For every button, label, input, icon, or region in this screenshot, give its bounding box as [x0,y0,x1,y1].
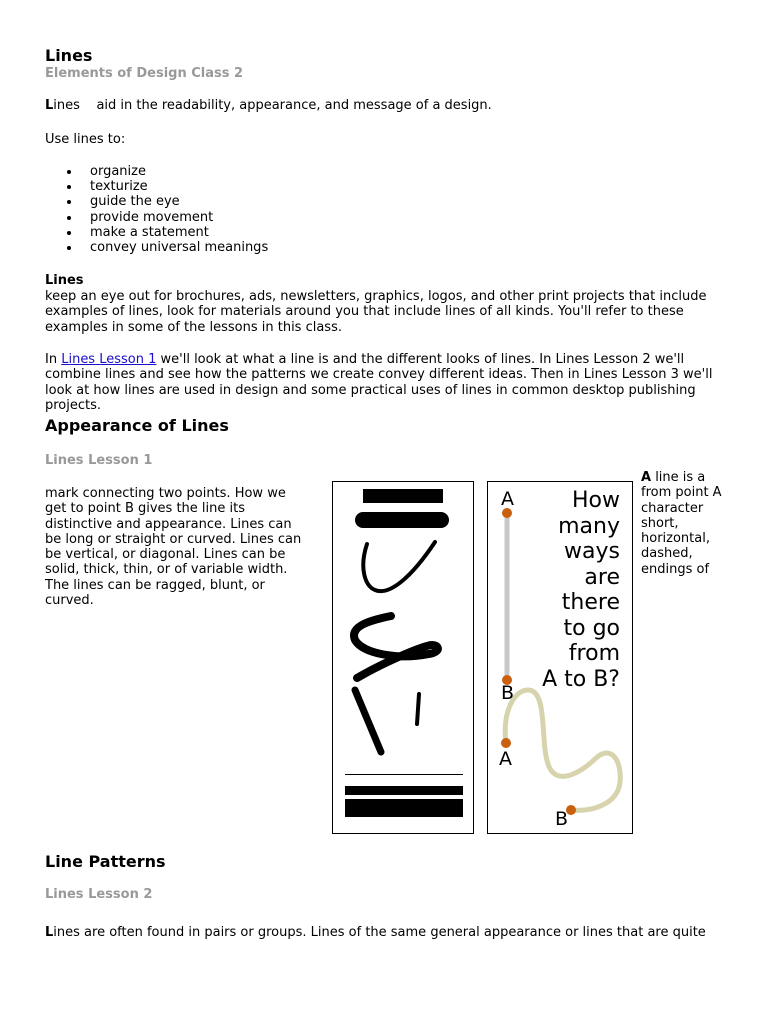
list-item: convey universal meanings [45,240,445,255]
patterns-heading: Line Patterns [45,852,166,871]
intro-text: ines aid in the readability, appearance, and message of a design. [53,98,492,113]
point-a-label: A [501,488,514,510]
patterns-sublabel: Lines Lesson 2 [45,887,153,902]
list-item: make a statement [45,225,445,240]
use-lines-label: Use lines to: [45,132,126,147]
lessons-paragraph: In Lines Lesson 1 we'll look at what a line is and the different looks of lines. In Lines Lesson 2 we'll combine lines and see how the patterns we create convey different ideas. Then in Lines Lesson 3 we'll look at how lines are used in design and some practical uses of lines in common desktop publishing projects. [45,352,713,413]
page-title: Lines [45,46,93,65]
point-b-label: B [501,682,515,704]
bullet-icon [67,170,71,174]
patterns-body: Lines are often found in pairs or groups. Lines of the same general appearance or lines that are quite [45,925,706,940]
bullet-icon [67,200,71,204]
bullet-icon [67,246,71,250]
list-item: provide movement [45,210,445,225]
bullet-icon [67,185,71,189]
point-b2-label: B [555,808,569,830]
lines-paragraph: keep an eye out for brochures, ads, newsletters, graphics, logos, and other print projects that include examples of lines, look for materials around you that include lines of all kinds. You'll refer to these examples in some of the lessons in this class. [45,289,707,335]
appearance-side-text: A line is a from point A character short, horizontal, dashed, endings of [641,470,722,577]
bullet-icon [67,231,71,235]
a-to-b-panel [487,481,633,834]
lines-lesson-1-link[interactable]: Lines Lesson 1 [61,352,157,367]
point-a2-label: A [499,748,512,770]
a-to-b-graphic [488,482,632,833]
list-item: texturize [45,179,445,194]
lines-heading: Lines [45,273,84,288]
bullet-icon [67,216,71,220]
a-to-b-question: How many ways are there to go from A to B? [542,488,620,692]
intro-paragraph [45,98,492,113]
intro-initial: L [45,98,54,113]
point-a2-dot [501,738,511,748]
appearance-body: mark connecting two points. How we get to point B gives the line its distinctive and appearance. Lines can be long or straight or curved. Lines can be vertical, or diagonal. Lines can be solid, thick, thin, or of variable width. The lines can be ragged, blunt, or curved. [45,486,302,609]
list-item: organize [45,164,445,179]
list-item: guide the eye [45,194,445,209]
appearance-sublabel: Lines Lesson 1 [45,453,153,468]
appearance-heading: Appearance of Lines [45,416,229,435]
line-samples-graphic [333,482,473,833]
page-subtitle: Elements of Design Class 2 [45,66,244,81]
line-samples-panel [332,481,474,834]
uses-list [45,164,445,255]
